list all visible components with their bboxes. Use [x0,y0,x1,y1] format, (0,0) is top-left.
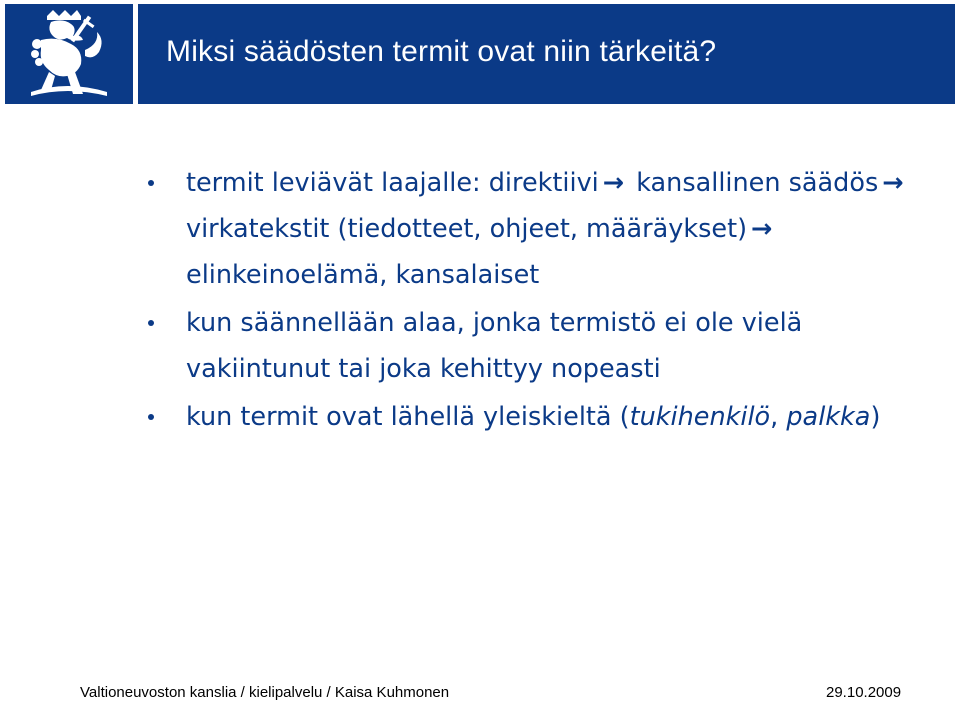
logo-panel [5,4,133,104]
title-bar [138,4,955,104]
bullet-item [148,160,948,298]
footer-organization: Valtioneuvoston kanslia / kielipalvelu / Kaisa Kuhmonen [80,684,450,701]
footer-date: 29.10.2009 [826,684,902,701]
bullet-list [148,160,948,442]
bullet-dot-icon [148,180,154,186]
bullet-emphasis: tukihenkilö [629,402,771,432]
bullet-text: ) [870,402,881,432]
bullet-dot-icon [148,414,154,420]
arrow-right-icon: → [602,168,625,198]
bullet-text: kun termit ovat lähellä yleiskieltä ( [186,402,630,432]
arrow-right-icon: → [751,214,773,244]
bullet-emphasis: palkka [786,402,871,432]
bullet-dot-icon [148,320,154,326]
bullet-item [148,394,948,440]
bullet-item [148,300,948,392]
bullet-text: elinkeinoelämä, kansalaiset [186,260,540,290]
bullet-text: kun säännellään alaa, jonka termistö ei ole vielä vakiintunut tai joka kehittyy nopeasti [186,308,803,384]
arrow-right-icon: → [882,168,904,198]
bullet-text: termit leviävät laajalle: direktiivi [186,168,599,198]
bullet-text: , [770,402,787,432]
lion-coat-of-arms-icon [27,10,111,98]
bullet-text: virkatekstit (tiedotteet, ohjeet, määräykset) [186,214,748,244]
bullet-text: kansallinen säädös [636,168,879,198]
slide-title: Miksi säädösten termit ovat niin tärkeitä? [166,35,717,68]
